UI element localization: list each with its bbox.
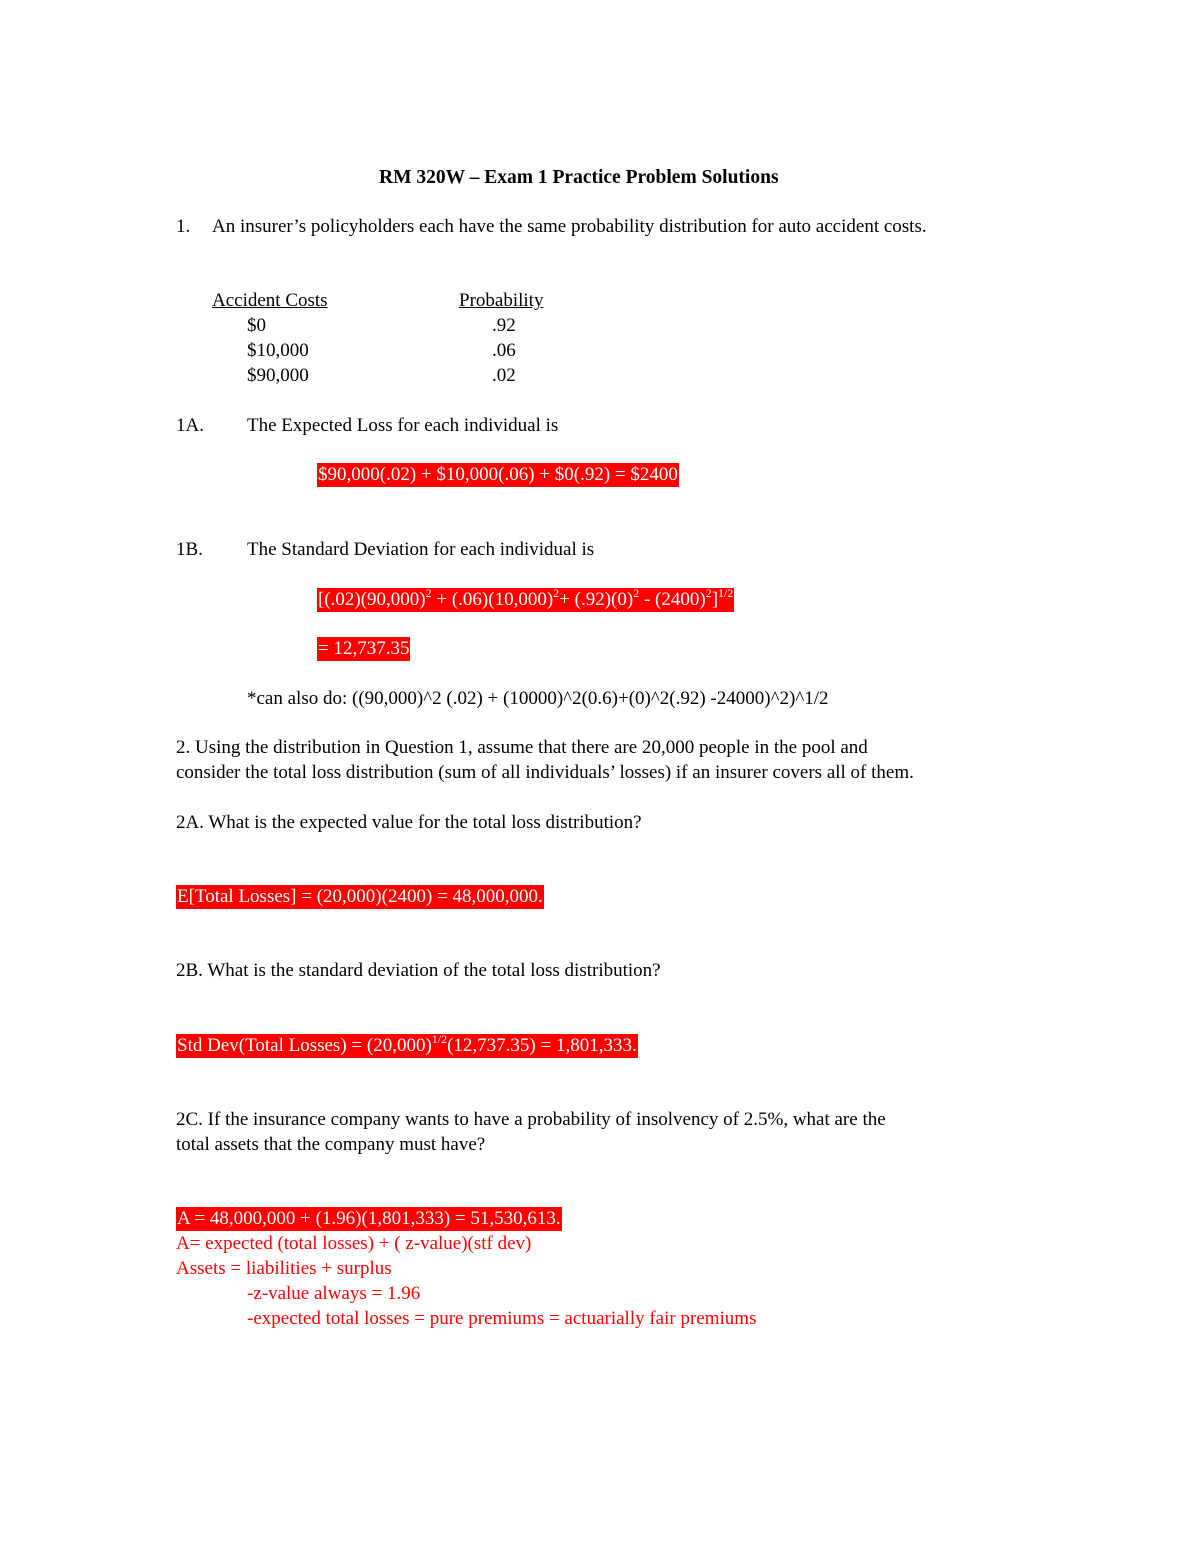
- table-cell-cost: $10,000: [247, 340, 309, 361]
- q2c-question-line1: 2C. If the insurance company wants to have a probability of insolvency of 2.5%, what are the: [176, 1109, 886, 1130]
- q2-text-line1: 2. Using the distribution in Question 1, assume that there are 20,000 people in the pool and: [176, 737, 868, 758]
- q2c-note: A= expected (total losses) + ( z-value)(stf dev): [176, 1233, 532, 1254]
- q2b-answer-highlight: Std Dev(Total Losses) = $(20,000)^{1/2}(12,737.35) = 1,801,333$.: [177, 1031, 637, 1056]
- q2c-question-line2: total assets that the company must have?: [176, 1134, 486, 1155]
- table-cell-prob: .92: [492, 315, 516, 336]
- q1-number: 1.: [176, 216, 191, 237]
- q2a-answer-highlight: E[Total Losses] = (20,000)(2400) = 48,000,000.: [177, 886, 543, 907]
- q1b-label: 1B.: [176, 539, 203, 560]
- q2-text-line2: consider the total loss distribution (sum of all individuals’ losses) if an insurer covers all of them.: [176, 762, 914, 783]
- q1a-text: The Expected Loss for each individual is: [247, 415, 559, 436]
- q2c-note: -z-value always = 1.96: [247, 1283, 421, 1304]
- table-cell-prob: .06: [492, 340, 516, 361]
- q2c-answer-highlight: A = 48,000,000 + (1.96)(1,801,333) = 51,530,613.: [177, 1208, 561, 1229]
- q1b-text: The Standard Deviation for each individual is: [247, 539, 595, 560]
- q1b-result-highlight: = 12,737.35: [318, 638, 410, 659]
- q2b-answer: [176, 1031, 638, 1057]
- q2a-answer: [176, 886, 544, 908]
- q1a-answer-highlight: $90,000(.02) + $10,000(.06) + $0(.92) = $2400: [318, 464, 678, 485]
- q1-text: An insurer’s policyholders each have the same probability distribution for auto accident costs.: [212, 216, 927, 237]
- q2a-question: 2A. What is the expected value for the total loss distribution?: [176, 812, 642, 833]
- q1b-formula-highlight: $[(.02)(90,000)^2 + (.06)(10,000)^2+ (.92)(0)^2 - (2400)^2]^{1/2}$: [318, 585, 734, 610]
- q1b-result: [317, 638, 410, 660]
- table-cell-cost: $0: [247, 315, 266, 336]
- q2c-note: Assets = liabilities + surplus: [176, 1258, 392, 1279]
- q1a-answer: [317, 464, 679, 486]
- q2c-answer: [176, 1208, 562, 1230]
- q1b-alternative: *can also do: ((90,000)^2 (.02) + (10000)^2(0.6)+(0)^2(.92) -24000)^2)^1/2: [247, 688, 829, 709]
- table-header-cost: Accident Costs: [212, 290, 328, 311]
- q2c-note: -expected total losses = pure premiums = actuarially fair premiums: [247, 1308, 757, 1329]
- q1a-label: 1A.: [176, 415, 204, 436]
- table-cell-prob: .02: [492, 365, 516, 386]
- q1b-formula: [317, 585, 734, 611]
- table-header-probability: Probability: [459, 290, 544, 311]
- q2b-question: 2B. What is the standard deviation of the total loss distribution?: [176, 960, 661, 981]
- page-title: RM 320W – Exam 1 Practice Problem Solutions: [379, 167, 779, 188]
- table-cell-cost: $90,000: [247, 365, 309, 386]
